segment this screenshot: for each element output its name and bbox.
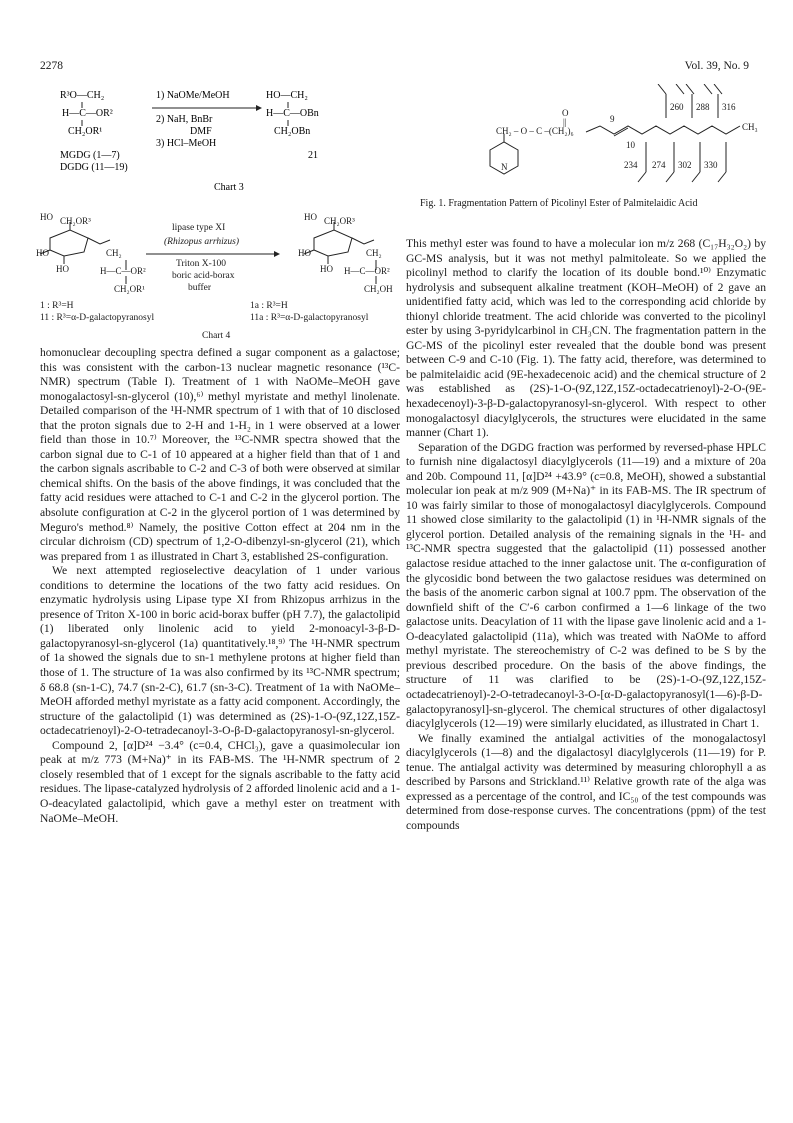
chart3-left-line-2: H—C—OR²	[62, 108, 113, 119]
chart3-step-1: 1) NaOMe/MeOH	[156, 90, 230, 101]
volume-issue: Vol. 39, No. 9	[684, 60, 749, 72]
right-paragraph-1: This methyl ester was found to have a molecular ion m/z 268 (C₁₇H₃₂O₂) by GC-MS analysis, but it was not methyl palmitoleate. So we applied the picolinyl method to clarify the location of its double bond.¹⁰⁾ Enzymatic hydrolysis and subsequent alkaline treatment (KOH–MeOH) of 2 gave an unidentified fatty acid, which was led to the corresponding acid chloride by thionyl chloride treatment. The acid chloride was converted to the picolinyl ester by using 3-pyridylcarbinol in CH₃CN. The fragmentation pattern in the GC-MS of the picolinyl ester revealed that the double bond was present between C-9 and C-10 (Fig. 1). The fatty acid, therefore, was determined to be palmitelaidic acid (9E-hexadecenoic acid) and the chemical structure of 2 was established as (2S)-1-O-(9Z,12Z,15Z-octadecatrienoyl)-2-O-(9E-hexadecenoyl)-3-β-D-galactopyranosyl-sn-glycerol. With respect to other monogalactosyl diacylglycerols, the structures were elucidated in the same manner (Chart 1).	[406, 237, 766, 440]
chart4-left-label-2: 11 : R³=α-D-galactopyranosyl	[40, 313, 155, 323]
svg-text:CH₂OR³: CH₂OR³	[324, 216, 355, 226]
svg-text:HO: HO	[36, 248, 49, 258]
chart-3-scheme	[56, 86, 356, 196]
svg-text:HO: HO	[320, 264, 333, 274]
svg-text:N: N	[501, 162, 508, 172]
mass-top-2: 288	[696, 102, 710, 112]
fatty-acid-chain	[586, 126, 740, 134]
chart3-right-line-3: CH₂OBn	[274, 126, 311, 137]
chart3-left-line-1: R³O—CH₂	[60, 90, 105, 101]
svg-text:CH₂: CH₂	[106, 248, 122, 258]
mass-bottom-3: 302	[678, 160, 692, 170]
chart4-condition-3: Triton X-100	[176, 259, 227, 269]
chart4-condition-5: buffer	[188, 283, 212, 293]
carbon-label-9: 9	[610, 114, 615, 124]
galactose-ring-right	[314, 230, 352, 256]
chart3-right-line-2: H—C—OBn	[266, 108, 319, 119]
svg-text:CH₂OR³: CH₂OR³	[60, 216, 91, 226]
left-paragraph-3: Compound 2, [α]D²⁴ −3.4° (c=0.4, CHCl₃), gave a quasimolecular ion peak at m/z 773 (M+Na)⁺ in its FAB-MS. The ¹H-NMR spectrum of 2 closely resembled that of 1 except for the signals ascribable to the fatty acid residues. The lipase-catalyzed hydrolysis of 2 afforded linolenic acid and a 1-O-deacylated galactolipid, which gave a methyl ester on treatment with NaOMe–MeOH.	[40, 738, 400, 825]
chart4-right-label-1: 1a : R³=H	[250, 301, 288, 311]
chart4-right-label-2: 11a : R³=α-D-galactopyranosyl	[250, 313, 369, 323]
left-paragraph-2: We next attempted regioselective deacylation of 1 under various conditions to determine the locations of the two fatty acid residues. On enzymatic hydrolysis using Lipase type XI from Rhizopus arrhizus in the presence of Triton X-100 in boric acid-borax buffer (pH 7.7), the galactolipid (1) liberated only linolenic acid to yield 2-monoacyl-3-β-D-galactopyranosyl-sn-glycerol (1a) quantitatively.¹⁸,⁹⁾ The ¹H-NMR spectrum of 1a showed the signals due to sn-1 methylene protons at higher field than those of 1. The structure of 1a was also confirmed by its ¹³C-NMR spectrum; δ 68.8 (sn-1-C), 74.7 (sn-2-C), 61.7 (sn-3-C). Treatment of 1a with NaOMe–MeOH afforded methyl myristate as a fatty acid component. Accordingly, the structure of the galactolipid (1) was determined as (2S)-1-O-(9Z,12Z,15Z-octadecatrienoyl)-2-O-tetradecanoyl-3-O-β-D-galactopyranosyl-sn-glycerol.	[40, 564, 400, 738]
chart-4-scheme	[36, 212, 396, 340]
right-column	[406, 237, 766, 833]
chart3-step-3: 3) HCl–MeOH	[156, 138, 217, 149]
svg-text:HO: HO	[304, 212, 317, 222]
chart3-right-line-1: HO—CH₂	[266, 90, 308, 101]
carbon-label-10: 10	[626, 140, 635, 150]
mass-top-1: 260	[670, 102, 684, 112]
chart4-condition-1: lipase type XI	[172, 223, 226, 233]
left-column	[40, 346, 400, 826]
chart3-label: Chart 3	[214, 182, 244, 193]
chart4-condition-4: boric acid-borax	[172, 271, 235, 281]
chart3-mgdg: MGDG (1—7)	[60, 150, 120, 161]
picolinyl-formula: CH₂ – O – C –(CH₂)₆	[496, 126, 574, 136]
svg-text:HO: HO	[298, 248, 311, 258]
svg-text:CH₂: CH₂	[366, 248, 382, 258]
mass-top-3: 316	[722, 102, 736, 112]
chart3-step-2b: DMF	[190, 126, 212, 137]
mass-bottom-2: 274	[652, 160, 666, 170]
svg-text:CH₂OH: CH₂OH	[364, 284, 393, 294]
left-paragraph-1: homonuclear decoupling spectra defined a sugar component as a galactose; this was consistent with the carbon-13 nuclear magnetic resonance (¹³C-NMR) spectrum (Table I). Treatment of 1 with NaOMe–MeOH gave monogalactosyl-sn-glycerol (10),⁶⁾ methyl myristate and methyl linolenate. Detailed comparison of the ¹H-NMR spectrum of 1 with that of 10 disclosed that the proton signals due to 2-H and 1-H₂ in 1 were observed at a lower field than those in 10.⁷⁾ Moreover, the ¹³C-NMR spectra showed that the carbon signal due to C-1 of 10 appeared at a higher field than that of 1 and the carbon signals ascribable to C-2 and C-3 of both were observed at similar chemical shifts. On the basis of the above findings, it was concluded that the fatty acid residues were attached to C-1 and C-2 in the glycerol portion. The absolute configuration at C-2 in the glycerol portion of 1 was determined by Meguro's method.⁸⁾ Namely, the positive Cotton effect at 204 nm in the circular dichroism (CD) spectrum of 1,2-O-dibenzyl-sn-glycerol (21), which was prepared from 1 as illustrated in Chart 3, established 2S-configuration.	[40, 346, 400, 563]
chart3-dgdg: DGDG (11—19)	[60, 162, 128, 173]
right-paragraph-3: We finally examined the antialgal activities of the monogalactosyl diacylglycerols (1—8) and the digalactosyl diacylglycerols (11—19) for P. tenue. The antialgal activity was determined by measuring chlorophyll a as described by Parsons and Strickland.¹¹⁾ Relative growth rate of the alga was expressed as a percentage of the control, and IC₅₀ of the test compounds was determined from dose-response curves. The concentrations (ppm) of the test compounds	[406, 731, 766, 832]
mass-bottom-4: 330	[704, 160, 718, 170]
svg-text:||: ||	[563, 117, 567, 127]
chart4-left-label-1: 1 : R³=H	[40, 301, 74, 311]
galactose-ring-left	[50, 230, 88, 256]
chart3-left-line-3: CH₂OR¹	[68, 126, 103, 137]
right-paragraph-2: Separation of the DGDG fraction was performed by reversed-phase HPLC to furnish nine digalactosyl diacylglycerols (11—19) and a mixture of 20a and 20b. Compound 11, [α]D²⁴ +43.9° (c=0.8, MeOH), showed a substantial molecular ion peak at m/z 909 (M+Na)⁺ in its FAB-MS. The IR spectrum of 10 was fairly similar to those of monogalactosyl diacylglycerols. Compound 11 showed close similarity to the galactolipid (1) in ¹H-NMR signals of the glycerol portion. Detailed analysis of the remaining signals in the ¹H- and ¹³C-NMR spectra suggested that the galactolipid (11) possessed another galactose residue attached to the inner galactose unit. The α-configuration of the glycosidic bond between the two galactose residues was determined on the basis of the anomeric carbon signal at 100.7 ppm. The observation of the downfield shift of the C′-6 carbon confirmed a 1—6 linkage of the two galactose units. Deacylation of 11 with the lipase gave linolenic acid and a 1-O-deacylated galactolipid (11a), which was treated with NaOMe to afford methyl myristate. The stereochemistry of C-2 was defined to be S by the previous described procedure. On the basis of the above findings, the structure of 11 was clarified to be (2S)-1-O-(9Z,12Z,15Z-octadecatrienoyl)-2-O-tetradecanoyl-3-O-[α-D-galactopyranosyl(1—6)-β-D-galactopyranosyl]-sn-glycerol. The chemical structures of other digalactosyl diacylglycerols (12—19) were similarly elucidated, as illustrated in Chart 1.	[406, 440, 766, 731]
svg-text:O: O	[562, 108, 569, 118]
chart4-label: Chart 4	[202, 331, 231, 340]
figure-1-caption: Fig. 1. Fragmentation Pattern of Picolinyl Ester of Palmitelaidic Acid	[420, 198, 698, 209]
chart4-condition-2: (Rhizopus arrhizus)	[164, 237, 240, 247]
svg-text:CH₂OR¹: CH₂OR¹	[114, 284, 145, 294]
figure-1-fragmentation	[480, 84, 780, 194]
svg-text:HO: HO	[56, 264, 69, 274]
terminal-methyl: CH₃	[742, 122, 758, 132]
chart3-step-2: 2) NaH, BnBr	[156, 114, 213, 125]
svg-text:H—C—OR²: H—C—OR²	[344, 266, 390, 276]
svg-text:HO: HO	[40, 212, 53, 222]
chart3-product-number: 21	[308, 150, 318, 161]
mass-bottom-1: 234	[624, 160, 638, 170]
page-number: 2278	[40, 60, 63, 72]
svg-text:H—C—OR²: H—C—OR²	[100, 266, 146, 276]
